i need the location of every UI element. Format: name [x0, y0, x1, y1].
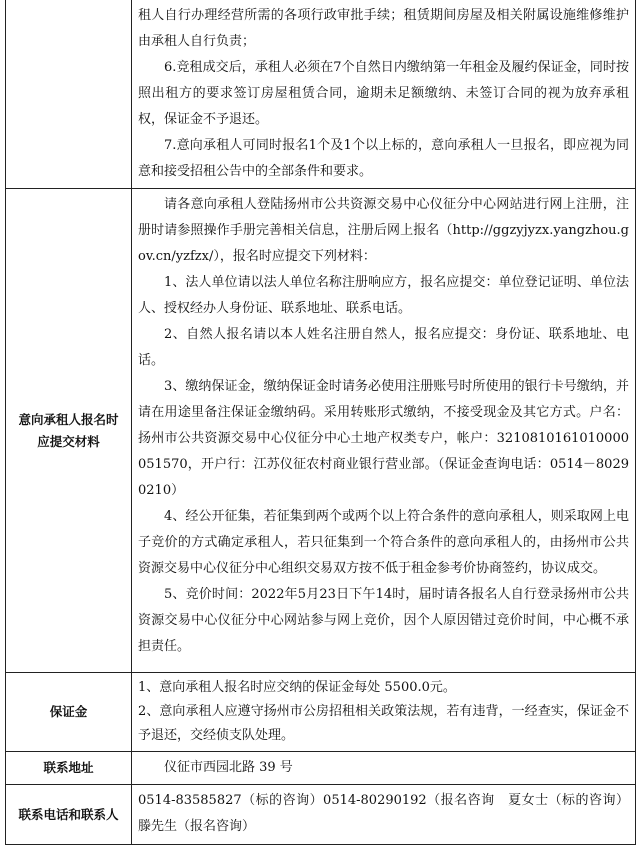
- address-label: 联系地址: [6, 752, 132, 785]
- address-value: 仪征市西园北路 39 号: [164, 760, 293, 775]
- deposit-row: [6, 673, 636, 752]
- contact-value: 0514-83585827（标的咨询）0514-80290192（报名咨询 夏女士（标的咨询）滕先生（报名咨询）: [138, 793, 629, 834]
- materials-content: [132, 189, 636, 673]
- contact-row: [6, 785, 636, 845]
- terms-paragraph-3: 7.意向承租人可同时报名1个及1个以上标的，意向承租人一旦报名，即应视为同意和接受招租公告中的全部条件和要求。: [138, 138, 629, 179]
- terms-paragraph-1: 租人自行办理经营所需的各项行政审批手续；租赁期间房屋及相关附属设施维修维护由承租人自行负责；: [138, 8, 629, 49]
- materials-item-1: 1、法人单位请以法人单位名称注册响应方，报名应提交：单位登记证明、单位法人、授权经办人身份证、联系地址、联系电话。: [138, 275, 629, 316]
- materials-item-2: 2、自然人报名请以本人姓名注册自然人，报名应提交：身份证、联系地址、电话。: [138, 327, 629, 368]
- materials-label-cell: [6, 189, 132, 673]
- materials-intro: 请各意向承租人登陆扬州市公共资源交易中心仪征分中心网站进行网上注册，注册时请参照操作手册完善相关信息，注册后网上报名（http://ggzyjyzx.yangzhou.gov.cn/yzfzx/），报名时应提交下列材料：: [138, 197, 629, 264]
- terms-paragraph-2: 6.竞租成交后，承租人必须在7个自然日内缴纳第一年租金及履约保证金，同时按照出租方的要求签订房屋租赁合同，逾期未足额缴纳、未签订合同的视为放弃承租权，保证金不予退还。: [138, 60, 629, 127]
- address-row: [6, 752, 636, 785]
- terms-label-cell: [6, 0, 132, 189]
- deposit-content: [132, 673, 636, 752]
- address-content: [132, 752, 636, 785]
- materials-item-4: 4、经公开征集，若征集到两个或两个以上符合条件的意向承租人，则采取网上电子竞价的方式确定承租人，若只征集到一个符合条件的意向承租人的，由扬州市公共资源交易中心仪征分中心组织交易双方按不低于租金参考价协商签约，协议成交。: [138, 509, 629, 576]
- materials-item-5: 5、竞价时间：2022年5月23日下午14时，届时请各报名人自行登录扬州市公共资源交易中心仪征分中心网站参与网上竞价，因个人原因错过竞价时间，中心概不承担责任。: [138, 587, 629, 654]
- terms-content: [132, 0, 636, 189]
- deposit-item-2: 2、意向承租人应遵守扬州市公房招租相关政策法规，若有违背，一经查实，保证金不予退还，交经侦支队处理。: [138, 704, 629, 743]
- materials-item-3: 3、缴纳保证金，缴纳保证金时请务必使用注册账号时所使用的银行卡号缴纳，并请在用途里备注保证金缴纳码。采用转账形式缴纳，不接受现金及其它方式。户名：扬州市公共资源交易中心仪征分中心土地产权类专户，帐户：3210810161010000051570，开户行：江苏仪征农村商业银行营业部。（保证金查询电话：0514－80290210）: [138, 379, 629, 498]
- materials-label-line-1: 意向承租人报名时: [18, 411, 119, 427]
- contact-content: [132, 785, 636, 845]
- materials-label-line-2: 应提交材料: [37, 433, 100, 449]
- contact-label: 联系电话和联系人: [6, 785, 132, 845]
- deposit-item-1: 1、意向承租人报名时应交纳的保证金每处 5500.0元。: [138, 680, 456, 695]
- announcement-table: [5, 0, 636, 845]
- deposit-label: 保证金: [6, 673, 132, 752]
- materials-row: [6, 189, 636, 673]
- terms-row: [6, 0, 636, 189]
